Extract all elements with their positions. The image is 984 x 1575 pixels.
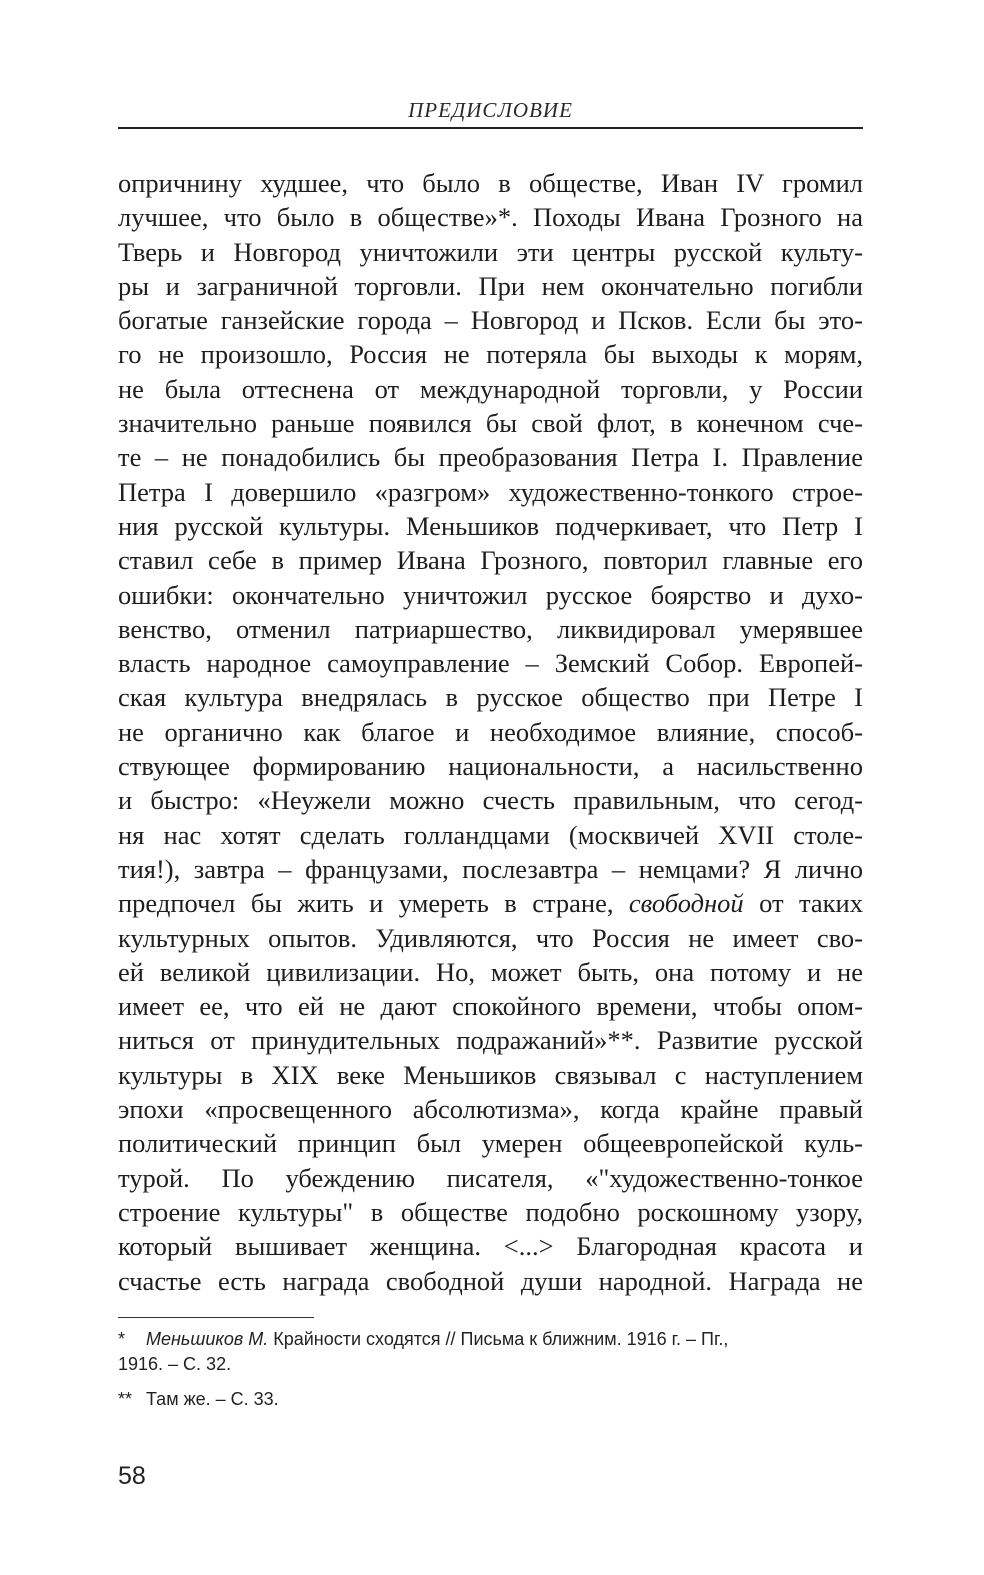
text-line: ошибки: окончательно уничтожил русское боярство и духо- (118, 579, 863, 610)
text-segment: от таких (743, 888, 863, 919)
text-segment: предпочел бы жить и умереть в стране, (118, 888, 629, 919)
footnotes (118, 1327, 863, 1412)
footnote-1 (118, 1327, 863, 1352)
text-line: политический принцип был умерен общеевропейской куль- (118, 1128, 863, 1159)
text-line: го не произошло, Россия не потеряла бы выходы к морям, (118, 339, 863, 370)
text-line: венство, отменил патриаршество, ликвидировал умерявшее (118, 613, 863, 644)
text-line: ниться от принудительных подражаний»**. Развитие русской (118, 1025, 863, 1056)
text-line: и быстро: «Неужели можно счесть правильным, что сегод- (118, 785, 863, 816)
text-line: Петра I довершило «разгром» художественно-тонкого строе- (118, 476, 863, 507)
text-line: строение культуры" в обществе подобно роскошному узору, (118, 1196, 863, 1227)
text-line: те – не понадобились бы преобразования Петра I. Правление (118, 442, 863, 473)
emphasis: свободной (628, 888, 744, 919)
text-line: ей великой цивилизации. Но, может быть, она потому и не (118, 956, 863, 987)
running-title: ПРЕДИСЛОВИЕ (408, 98, 573, 122)
footnote-mark: * (118, 1329, 126, 1349)
text-line: ры и заграничной торговли. При нем окончательно погибли (118, 270, 863, 301)
text-line: культуры в XIX веке Меньшиков связывал с наступлением (118, 1059, 863, 1090)
text-line: эпохи «просвещенного абсолютизма», когда крайне правый (118, 1094, 863, 1125)
header-rule (118, 127, 863, 129)
text-line: не была оттеснена от международной торговли, у России (118, 373, 863, 404)
text-line: ставил себе в пример Ивана Грозного, повторил главные его (118, 545, 863, 576)
text-line: богатые ганзейские города – Новгород и Псков. Если бы это- (118, 305, 863, 336)
text-line: лучшее, что было в обществе»*. Походы Ивана Грозного на (118, 202, 863, 233)
text-line: который вышивает женщина. <...> Благородная красота и (118, 1231, 863, 1262)
footnote-text: Крайности сходятся // Письма к ближним. 1916 г. – Пг., (268, 1329, 729, 1349)
text-line: тия!), завтра – французами, послезавтра – немцами? Я лично (118, 853, 863, 884)
footnote-2 (118, 1387, 863, 1412)
text-line: не органично как благое и необходимое влияние, способ- (118, 716, 863, 747)
text-line: значительно раньше появился бы свой флот, в конечном сче- (118, 408, 863, 439)
text-line: имеет ее, что ей не дают спокойного времени, чтобы опом- (118, 991, 863, 1022)
text-line: турой. По убеждению писателя, «"художественно-тонкое (118, 1162, 863, 1193)
body-text (118, 166, 863, 1298)
text-line: ствующее формированию национальности, а насильственно (118, 751, 863, 782)
text-line: культурных опытов. Удивляются, что Россия не имеет сво- (118, 922, 863, 953)
text-line: власть народное самоуправление – Земский Собор. Европей- (118, 648, 863, 679)
footnote-text: Там же. – С. 33. (146, 1389, 279, 1409)
text-line: ня нас хотят сделать голландцами (москвичей XVII столе- (118, 819, 863, 850)
text-line: ская культура внедрялась в русское общество при Петре I (118, 682, 863, 713)
text-line: ния русской культуры. Меньшиков подчеркивает, что Петр I (118, 510, 863, 541)
text-line: Тверь и Новгород уничтожили эти центры русской культу- (118, 236, 863, 267)
text-line: счастье есть награда свободной души народной. Награда не (118, 1265, 863, 1296)
footnote-author: Меньшиков М. (146, 1329, 269, 1349)
footnote-rule (118, 1317, 314, 1318)
footnote-1-continuation: 1916. – С. 32. (118, 1354, 232, 1374)
text-line-with-emphasis (118, 886, 863, 920)
page-number: 58 (118, 1462, 146, 1490)
text-line: опричнину худшее, что было в обществе, Иван IV громил (118, 168, 863, 198)
footnote-mark: ** (118, 1389, 133, 1409)
